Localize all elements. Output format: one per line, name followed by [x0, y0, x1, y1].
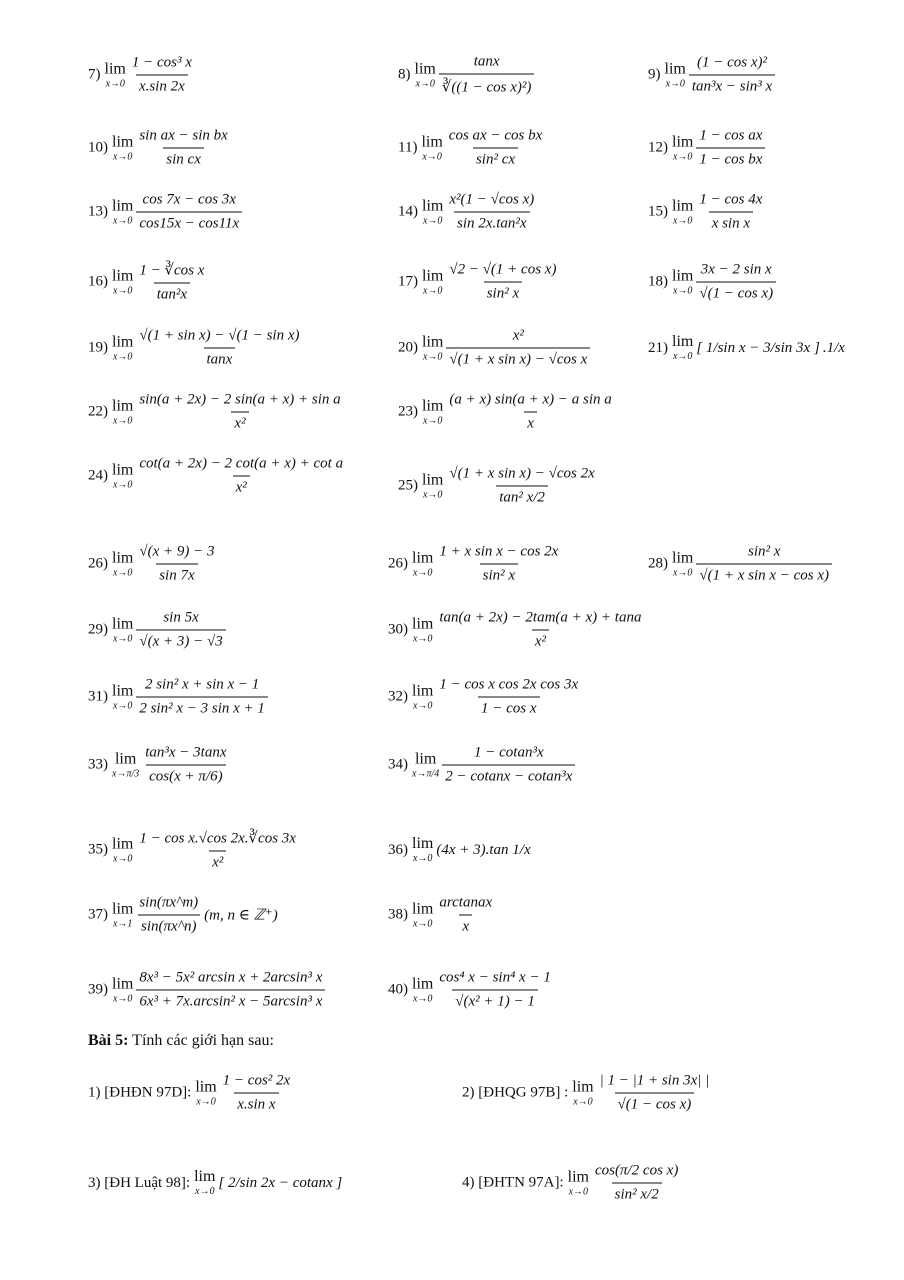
- denominator: x: [524, 412, 537, 433]
- fraction: [436, 677, 581, 718]
- numerator: cos 7x − cos 3x: [142, 191, 236, 208]
- limit-operator: lim x→0: [112, 133, 134, 162]
- limit-operator: lim x→0: [672, 267, 694, 296]
- limit-operator: lim x→0: [412, 900, 434, 929]
- limit-operator: lim x→0: [112, 197, 134, 226]
- fraction: [136, 328, 302, 369]
- expression: [ 2/sin 2x − cotanx ]: [218, 1174, 343, 1191]
- fraction: [592, 1163, 681, 1204]
- exercise-heading: [88, 1032, 274, 1050]
- problem-number: 30): [388, 621, 408, 638]
- limit-operator: lim x→0: [672, 133, 694, 162]
- limit-problem: [88, 328, 302, 369]
- limit-operator: lim x→0: [112, 615, 134, 644]
- limit-operator: lim x→0: [664, 60, 686, 89]
- limit-problem: [388, 745, 575, 786]
- denominator: ∛((1 − cos x)²): [439, 74, 535, 97]
- limit-operator: lim x→0: [414, 60, 436, 89]
- limit-problem: [88, 456, 346, 497]
- fraction: [696, 128, 765, 169]
- numerator: √2 − √(1 + cos x): [449, 261, 557, 278]
- fraction: [597, 1073, 713, 1114]
- denominator: x²: [532, 630, 549, 651]
- problem-number: 26): [88, 555, 108, 572]
- numerator: tan³x − 3tanx: [145, 744, 227, 761]
- limit-operator: lim x→0: [412, 549, 434, 578]
- limit-operator: lim x→1: [112, 900, 134, 929]
- limit-operator: lim x→0: [112, 835, 134, 864]
- denominator: 6x³ + 7x.arcsin² x − 5arcsin³ x: [136, 990, 325, 1011]
- limit-operator: lim x→0: [112, 267, 134, 296]
- numerator: 1 − ∛cos x: [139, 262, 205, 279]
- problem-number: 34): [388, 756, 408, 773]
- problem-number: 4) [ĐHTN 97A]:: [462, 1174, 564, 1191]
- limit-problem: [388, 610, 644, 651]
- expression-tail: .1/x: [822, 339, 845, 356]
- limit-problem: [648, 262, 776, 303]
- numerator: (1 − cos x)²: [697, 54, 768, 71]
- numerator: 2 sin² x + sin x − 1: [144, 676, 260, 693]
- denominator: sin² cx: [473, 148, 518, 169]
- numerator: 8x³ − 5x² arcsin x + 2arcsin³ x: [139, 969, 323, 986]
- denominator: x.sin 2x: [136, 75, 188, 96]
- fraction: [136, 192, 242, 233]
- denominator: tan²x: [154, 283, 190, 304]
- numerator: x²: [512, 327, 524, 344]
- problem-number: 12): [648, 139, 668, 156]
- fraction: [696, 262, 776, 303]
- denominator: sin 2x.tan²x: [454, 212, 530, 233]
- limit-operator: lim x→0: [412, 975, 434, 1004]
- numerator: sin² x: [747, 543, 781, 560]
- numerator: x²(1 − √cos x): [449, 191, 535, 208]
- denominator: tanx: [204, 348, 236, 369]
- denominator: x²: [209, 851, 226, 872]
- denominator: √(1 + x sin x) − √cos x: [446, 348, 590, 369]
- problem-number: 25): [398, 477, 418, 494]
- limit-operator: lim x→0: [104, 60, 126, 89]
- limit-operator: lim x→0: [567, 1168, 589, 1197]
- denominator: √(1 − cos x): [696, 282, 776, 303]
- limit-problem: [88, 55, 195, 96]
- problem-number: 40): [388, 981, 408, 998]
- limit-problem: [648, 128, 765, 169]
- fraction: [689, 55, 775, 96]
- denominator: cos(x + π/6): [146, 765, 225, 786]
- limit-problem: [88, 192, 242, 233]
- numerator: 1 − cotan³x: [474, 744, 544, 761]
- limit-operator: lim x→0: [672, 197, 694, 226]
- problem-number: 23): [398, 403, 418, 420]
- fraction: [136, 610, 225, 651]
- problem-number: 38): [388, 906, 408, 923]
- limit-problem: [88, 392, 344, 433]
- limit-problem: [88, 745, 230, 786]
- problem-number: 8): [398, 66, 411, 83]
- limit-problem: [88, 544, 217, 585]
- exercise-title: Bài 5:: [88, 1032, 129, 1049]
- limit-operator: lim x→0: [422, 267, 444, 296]
- limit-operator: lim x→0: [112, 397, 134, 426]
- limit-problem: [648, 544, 832, 585]
- fraction: [136, 261, 207, 304]
- problem-number: 39): [88, 981, 108, 998]
- limit-operator: lim x→0: [412, 682, 434, 711]
- numerator: cos ax − cos bx: [448, 127, 543, 144]
- limit-problem: [398, 392, 615, 433]
- numerator: sin 5x: [163, 609, 199, 626]
- problem-number: 2) [ĐHQG 97B] :: [462, 1084, 569, 1101]
- fraction: [696, 192, 765, 233]
- limit-problem: [88, 1073, 293, 1114]
- numerator: | 1 − |1 + sin 3x| |: [599, 1072, 710, 1089]
- problem-number: 7): [88, 66, 101, 83]
- limit-problem: [398, 128, 545, 169]
- denominator: 2 − cotanx − cotan³x: [442, 765, 575, 786]
- limit-problem: [388, 895, 495, 936]
- fraction: [446, 328, 590, 369]
- denominator: x²: [231, 412, 248, 433]
- problem-number: 22): [88, 403, 108, 420]
- fraction: [136, 677, 268, 718]
- problem-number: 3) [ĐH Luật 98]:: [88, 1174, 191, 1191]
- problem-number: 9): [648, 66, 661, 83]
- numerator: 3x − 2 sin x: [700, 261, 772, 278]
- fraction: [696, 544, 832, 585]
- limit-operator: lim x→0: [422, 397, 444, 426]
- limit-problem: [398, 466, 598, 507]
- denominator: 1 − cos x: [478, 697, 540, 718]
- fraction: [446, 466, 597, 507]
- denominator: sin² x/2: [612, 1183, 662, 1204]
- fraction: [220, 1073, 294, 1114]
- problem-number: 18): [648, 273, 668, 290]
- fraction: [136, 895, 201, 936]
- problem-number: 16): [88, 273, 108, 290]
- fraction: [129, 55, 195, 96]
- limit-operator: lim x→0: [112, 975, 134, 1004]
- numerator: cos(π/2 cos x): [595, 1162, 679, 1179]
- fraction: [436, 610, 644, 651]
- limit-operator: lim x→0: [422, 197, 444, 226]
- denominator: 1 − cos bx: [696, 148, 765, 169]
- limit-problem: [648, 55, 775, 96]
- numerator: arctanax: [439, 894, 493, 911]
- numerator: 1 − cos² 2x: [222, 1072, 291, 1089]
- denominator: √(1 + x sin x − cos x): [696, 564, 832, 585]
- numerator: 1 − cos 4x: [699, 191, 763, 208]
- problem-number: 1) [ĐHĐN 97D]:: [88, 1084, 192, 1101]
- fraction: [136, 829, 299, 872]
- fraction: [142, 745, 229, 786]
- fraction: [446, 128, 545, 169]
- limit-problem: [88, 970, 325, 1011]
- limit-problem: [648, 334, 845, 362]
- denominator: tan² x/2: [496, 486, 548, 507]
- fraction: [436, 544, 561, 585]
- problem-number: 37): [88, 906, 108, 923]
- limit-problem: [398, 262, 559, 303]
- numerator: 1 − cos x cos 2x cos 3x: [439, 676, 579, 693]
- problem-number: 10): [88, 139, 108, 156]
- limit-operator: lim x→0: [412, 835, 434, 864]
- limit-problem: [88, 829, 299, 872]
- fraction: [136, 392, 343, 433]
- problem-number: 29): [88, 621, 108, 638]
- numerator: 1 − cos x.√cos 2x.∛cos 3x: [139, 830, 296, 847]
- denominator: √(1 − cos x): [615, 1093, 695, 1114]
- limit-operator: lim x→0: [421, 133, 443, 162]
- fraction: [446, 192, 537, 233]
- problem-number: 26): [388, 555, 408, 572]
- numerator: 1 − cos³ x: [131, 54, 192, 71]
- denominator: x²: [233, 476, 250, 497]
- problem-number: 14): [398, 203, 418, 220]
- problem-number: 32): [388, 688, 408, 705]
- limit-operator: lim x→0: [422, 471, 444, 500]
- numerator: √(x + 9) − 3: [139, 543, 215, 560]
- fraction: [136, 128, 230, 169]
- limit-problem: [88, 677, 268, 718]
- numerator: sin(a + 2x) − 2 sin(a + x) + sin a: [139, 391, 341, 408]
- problem-number: 21): [648, 339, 668, 356]
- denominator: x: [459, 915, 472, 936]
- numerator: 1 − cos ax: [699, 127, 763, 144]
- limit-problem: [462, 1073, 712, 1114]
- problem-number: 24): [88, 467, 108, 484]
- limit-operator: lim x→π/3: [112, 750, 140, 779]
- problem-number: 19): [88, 339, 108, 356]
- limit-operator: lim x→0: [195, 1078, 217, 1107]
- problem-number: 20): [398, 339, 418, 356]
- denominator: √(x + 3) − √3: [136, 630, 225, 651]
- limit-problem: [398, 54, 534, 97]
- limit-problem: [398, 328, 590, 369]
- limit-problem: [462, 1163, 681, 1204]
- denominator: sin cx: [163, 148, 204, 169]
- numerator: cot(a + 2x) − 2 cot(a + x) + cot a: [139, 455, 344, 472]
- expression: (4x + 3).tan 1/x: [436, 841, 531, 858]
- problem-number: 35): [88, 841, 108, 858]
- limit-operator: lim x→0: [112, 682, 134, 711]
- limit-problem: [388, 970, 554, 1011]
- limit-operator: lim x→0: [112, 549, 134, 578]
- fraction: [442, 745, 575, 786]
- denominator: sin² x: [484, 282, 522, 303]
- denominator: 2 sin² x − 3 sin x + 1: [136, 697, 268, 718]
- denominator: tan³x − sin³ x: [689, 75, 775, 96]
- limit-problem: [388, 544, 561, 585]
- limit-problem: [398, 192, 537, 233]
- limit-operator: lim x→0: [412, 615, 434, 644]
- limit-operator: lim x→0: [672, 549, 694, 578]
- problem-number: 33): [88, 756, 108, 773]
- limit-operator: lim x→0: [422, 333, 444, 362]
- denominator: x sin x: [709, 212, 753, 233]
- numerator: √(1 + sin x) − √(1 − sin x): [139, 327, 300, 344]
- limit-problem: [88, 610, 226, 651]
- denominator: √(x² + 1) − 1: [452, 990, 538, 1011]
- fraction: [446, 392, 614, 433]
- fraction: [436, 895, 495, 936]
- numerator: 1 + x sin x − cos 2x: [439, 543, 559, 560]
- denominator: sin² x: [480, 564, 518, 585]
- fraction: [136, 970, 325, 1011]
- limit-operator: lim x→0: [112, 333, 134, 362]
- limit-problem: [88, 1169, 342, 1197]
- problem-number: 28): [648, 555, 668, 572]
- denominator: x.sin x: [234, 1093, 278, 1114]
- denominator: sin 7x: [156, 564, 197, 585]
- numerator: sin(πx^m): [139, 894, 199, 911]
- limit-operator: lim x→π/4: [412, 750, 440, 779]
- problem-number: 31): [88, 688, 108, 705]
- numerator: cos⁴ x − sin⁴ x − 1: [439, 969, 551, 986]
- fraction: [446, 262, 559, 303]
- limit-problem: [88, 128, 231, 169]
- limit-operator: lim x→0: [572, 1078, 594, 1107]
- limit-problem: [388, 677, 581, 718]
- limit-operator: lim x→0: [194, 1168, 216, 1197]
- numerator: sin ax − sin bx: [139, 127, 228, 144]
- limit-problem: [88, 261, 207, 304]
- problem-number: 15): [648, 203, 668, 220]
- fraction: [436, 970, 554, 1011]
- denominator: sin(πx^n): [138, 915, 200, 936]
- limit-problem: [648, 192, 765, 233]
- problem-number: 17): [398, 273, 418, 290]
- numerator: tanx: [473, 53, 500, 70]
- fraction: [136, 456, 346, 497]
- problem-number: 13): [88, 203, 108, 220]
- numerator: tan(a + 2x) − 2tam(a + x) + tana: [439, 609, 642, 626]
- problem-number: 36): [388, 841, 408, 858]
- expression-tail: (m, n ∈ ℤ⁺): [204, 907, 278, 924]
- exercise-instruction: Tính các giới hạn sau:: [128, 1032, 274, 1049]
- denominator: cos15x − cos11x: [136, 212, 242, 233]
- limit-problem: [88, 895, 278, 936]
- limit-operator: lim x→0: [112, 461, 134, 490]
- limit-operator: lim x→0: [672, 333, 694, 362]
- fraction: [136, 544, 217, 585]
- numerator: √(1 + x sin x) − √cos 2x: [449, 465, 595, 482]
- problem-number: 11): [398, 139, 418, 156]
- fraction: [439, 54, 535, 97]
- limit-problem: [388, 836, 531, 864]
- expression: [ 1/sin x − 3/sin 3x ]: [696, 339, 820, 356]
- numerator: (a + x) sin(a + x) − a sin a: [449, 391, 612, 408]
